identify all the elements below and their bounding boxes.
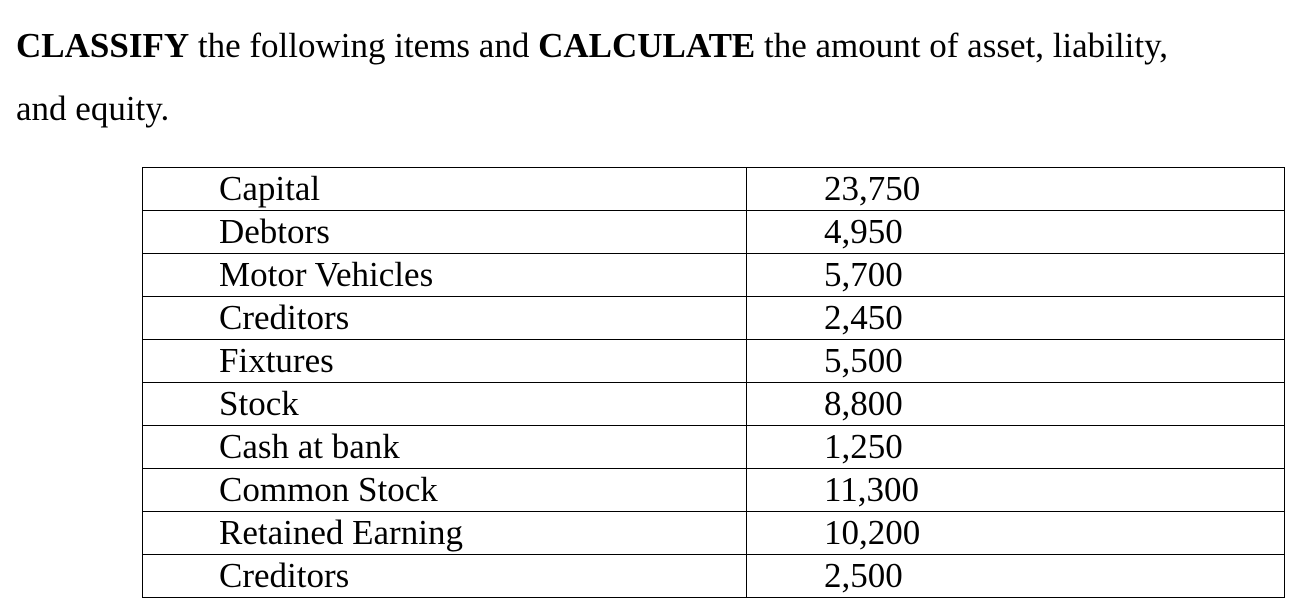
item-amount: 2,450 [747,297,1285,340]
item-amount: 10,200 [747,512,1285,555]
table-row [143,555,1285,598]
table-row [143,254,1285,297]
item-name: Retained Earning [143,512,747,555]
item-name: Creditors [143,555,747,598]
table-row [143,340,1285,383]
item-amount: 8,800 [747,383,1285,426]
instruction-text-3: and equity. [16,89,170,128]
item-amount: 5,700 [747,254,1285,297]
instruction-text-2: the amount of asset, liability, [755,26,1169,65]
item-name: Cash at bank [143,426,747,469]
instruction-verb-calculate: CALCULATE [538,26,756,65]
table-row [143,426,1285,469]
table-row [143,512,1285,555]
item-amount: 2,500 [747,555,1285,598]
item-amount: 23,750 [747,168,1285,211]
table-row [143,383,1285,426]
item-amount: 11,300 [747,469,1285,512]
instruction-text-1: the following items and [189,26,539,65]
ledger-table [142,167,1285,598]
item-name: Common Stock [143,469,747,512]
instruction-verb-classify: CLASSIFY [16,26,190,65]
item-amount: 5,500 [747,340,1285,383]
table-row [143,168,1285,211]
item-name: Motor Vehicles [143,254,747,297]
item-name: Creditors [143,297,747,340]
item-name: Stock [143,383,747,426]
item-amount: 1,250 [747,426,1285,469]
table-row [143,297,1285,340]
item-name: Capital [143,168,747,211]
item-amount: 4,950 [747,211,1285,254]
item-name: Debtors [143,211,747,254]
question-instructions [16,14,1286,140]
item-name: Fixtures [143,340,747,383]
table-row [143,469,1285,512]
table-row [143,211,1285,254]
